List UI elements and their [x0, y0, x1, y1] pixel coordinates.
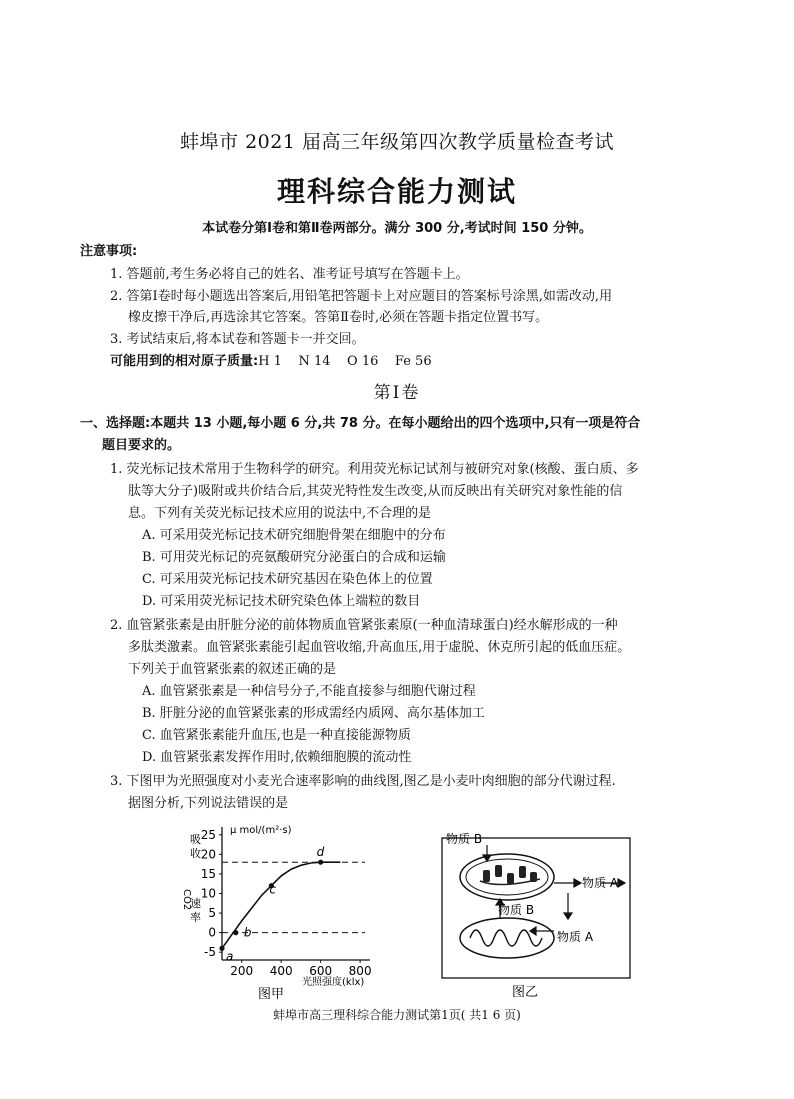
note-item-3: 3. 考试结束后,将本试卷和答题卡一并交回。	[110, 332, 365, 347]
label-substance-a-right: 物质 A	[582, 876, 619, 890]
section-title: 第Ⅰ卷	[373, 383, 421, 403]
x-axis-label: 光照强度(klx)	[302, 977, 365, 988]
y-axis-label-part3: CO2	[181, 889, 192, 911]
x-tick-label: 200	[230, 964, 254, 978]
figure-a-caption: 图甲	[258, 987, 285, 1000]
arrow-a-down-head	[564, 913, 572, 919]
notes-heading: 注意事项:	[80, 244, 138, 259]
y-tick-label: 15	[200, 866, 216, 881]
point-d	[318, 860, 323, 865]
y-axis-label-part1: 吸	[190, 833, 201, 846]
q2-stem-2: 多肽类激素。血管紧张素能引起血管收缩,升高血压,用于虚脱、休克所引起的低血压症。	[128, 640, 631, 655]
y-axis-label-part5: 率	[190, 911, 201, 924]
atomic-mass-label: 可能用到的相对原子质量:	[110, 354, 259, 369]
mitochondrion	[460, 918, 554, 958]
atomic-mass-values: H 1 N 14 O 16 Fe 56	[258, 354, 432, 369]
photosynthesis-curve	[222, 862, 340, 948]
q1-option-a: A. 可采用荧光标记技术研究细胞骨架在细胞中的分布	[142, 528, 446, 543]
label-substance-b-top: 物质 B	[446, 832, 483, 846]
point-label-d: d	[316, 845, 325, 860]
atomic-mass-line	[110, 350, 432, 369]
point-label-a: a	[226, 949, 234, 964]
y-tick-label: 0	[208, 925, 216, 940]
arrow-a-exit-head	[618, 879, 625, 887]
thylakoid-stacks	[480, 865, 540, 885]
point-b	[233, 930, 238, 935]
x-tick-label: 800	[348, 964, 372, 978]
q2-option-b: B. 肝脏分泌的血管紧张素的形成需经内质网、高尔基体加工	[142, 706, 485, 721]
q2-stem-3: 下列关于血管紧张素的叙述正确的是	[128, 662, 337, 677]
q2-option-c: C. 血管紧张素能升血压,也是一种直接能源物质	[142, 728, 411, 743]
figure-a-chart	[170, 815, 400, 1000]
y-tick-label: -5	[204, 945, 216, 960]
q2-option-d: D. 血管紧张素发挥作用时,依赖细胞膜的流动性	[142, 750, 412, 765]
part1-instruction-cont: 题目要求的。	[102, 438, 181, 453]
y-tick-label: 10	[200, 886, 216, 901]
note-item-2-cont: 橡皮擦干净后,再选涂其它答案。答第Ⅱ卷时,必须在答题卡指定位置书写。	[128, 310, 549, 325]
exam-title: 蚌埠市 2021 届高三年级第四次教学质量检查考试	[180, 131, 614, 153]
y-tick-label: 5	[208, 906, 216, 921]
exam-intro: 本试卷分第Ⅰ卷和第Ⅱ卷两部分。满分 300 分,考试时间 150 分钟。	[202, 221, 592, 236]
point-label-c: c	[269, 882, 276, 897]
q3-stem-1: 3. 下图甲为光照强度对小麦光合速率影响的曲线图,图乙是小麦叶肉细胞的部分代谢过程.	[110, 774, 616, 789]
q1-stem-1: 1. 荧光标记技术常用于生物科学的研究。利用荧光标记试剂与被研究对象(核酸、蛋白质、多	[110, 462, 639, 477]
part1-instruction: 一、选择题:本题共 13 小题,每小题 6 分,共 78 分。在每小题给出的四个选项中,只有一项是符合	[80, 416, 641, 431]
label-substance-b-mid: 物质 B	[498, 903, 535, 917]
y-tick-label: 20	[200, 847, 216, 862]
q1-option-c: C. 可采用荧光标记技术研究基因在染色体上的位置	[142, 572, 433, 587]
figure-b-diagram	[430, 815, 645, 1000]
q2-option-a: A. 血管紧张素是一种信号分子,不能直接参与细胞代谢过程	[142, 684, 476, 699]
q1-option-d: D. 可采用荧光标记技术研究染色体上端粒的数目	[142, 594, 421, 609]
arrow-a-out-head	[574, 879, 581, 887]
q2-stem-1: 2. 血管紧张素是由肝脏分泌的前体物质血管紧张素原(一种血清球蛋白)经水解形成的一种	[110, 618, 618, 633]
q1-option-b: B. 可用荧光标记的亮氨酸研究分泌蛋白的合成和运输	[142, 550, 446, 565]
point-label-b: b	[243, 925, 252, 940]
y-axis-label-part2: 收	[190, 847, 201, 860]
q1-stem-3: 息。下列有关荧光标记技术应用的说法中,不合理的是	[128, 506, 432, 521]
exam-subtitle: 理科综合能力测试	[276, 175, 517, 208]
point-a	[219, 946, 224, 951]
x-tick-label: 600	[309, 964, 333, 978]
note-item-2: 2. 答第Ⅰ卷时每小题选出答案后,用铅笔把答题卡上对应题目的答案标号涂黑,如需改动,用	[110, 289, 613, 304]
note-item-1: 1. 答题前,考生务必将自己的姓名、准考证号填写在答题卡上。	[110, 267, 469, 282]
y-tick-label: 25	[200, 827, 216, 842]
y-unit-label: μ mol/(m²·s)	[230, 825, 292, 836]
arrow-a-back-head	[530, 927, 536, 935]
x-tick-label: 400	[269, 964, 293, 978]
label-substance-a-bottom: 物质 A	[557, 930, 594, 944]
page-footer: 蚌埠市高三理科综合能力测试第1页( 共1 6 页)	[273, 1008, 521, 1022]
y-axis-label-part4: 速	[190, 897, 201, 910]
q1-stem-2: 肽等大分子)吸附或共价结合后,其荧光特性发生改变,从而反映出有关研究对象性能的信	[128, 484, 623, 499]
q3-stem-2: 据图分析,下列说法错误的是	[128, 796, 289, 811]
figure-b-caption: 图乙	[512, 985, 539, 1000]
